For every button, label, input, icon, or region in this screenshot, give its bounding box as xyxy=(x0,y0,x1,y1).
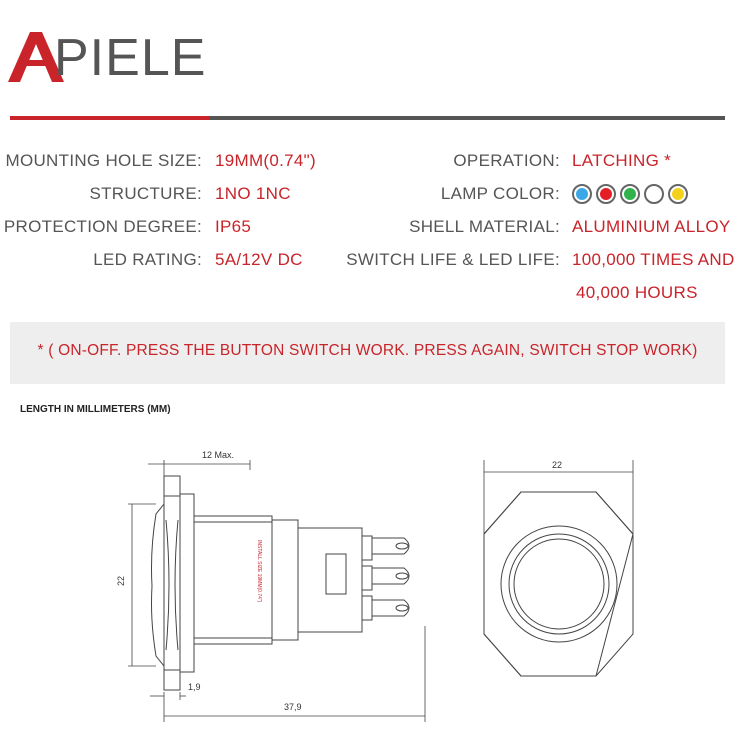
spec-label-lamp-color: LAMP COLOR: xyxy=(440,184,560,203)
spec-label-life: SWITCH LIFE & LED LIFE: xyxy=(346,250,560,269)
drawing-title: LENGTH IN MILLIMETERS (MM) xyxy=(20,404,171,415)
spec-value-operation: LATCHING * xyxy=(572,151,672,170)
spec-label-led-rating: LED RATING: xyxy=(93,250,202,269)
flange-shape xyxy=(164,476,180,690)
bezel-ring-front-shape xyxy=(501,526,617,642)
dim-width-label: 22 xyxy=(552,460,563,470)
spec-label-operation: OPERATION: xyxy=(453,151,560,170)
spec-value-life-hours: 40,000 HOURS xyxy=(576,283,698,302)
header-rule-accent xyxy=(10,116,210,120)
lamp-color-swatches xyxy=(572,183,742,205)
rear-housing-shape xyxy=(272,520,298,640)
dimension-drawing xyxy=(0,430,750,740)
spec-value-mounting-hole: 19MM(0.74") xyxy=(215,151,316,170)
spec-value-shell-material: ALUMINIUM ALLOY xyxy=(572,217,731,236)
spec-value-protection: IP65 xyxy=(215,217,252,236)
spec-label-mounting-hole: MOUNTING HOLE SIZE: xyxy=(5,151,202,170)
lamp-color-blue-swatch xyxy=(572,184,592,204)
dim-flange-label: 1,9 xyxy=(188,682,201,692)
hex-nut-front-shape xyxy=(484,492,633,676)
lamp-color-red-swatch xyxy=(596,184,616,204)
spec-value-structure: 1NO 1NC xyxy=(215,184,291,203)
brand-logo xyxy=(8,26,208,86)
nut-shape xyxy=(180,494,194,672)
spec-label-shell-material: SHELL MATERIAL: xyxy=(409,217,560,236)
button-front-shape xyxy=(514,539,604,629)
brand-name: PIELE xyxy=(54,29,207,87)
spec-value-life: 100,000 TIMES AND xyxy=(572,250,735,269)
operation-note-panel xyxy=(10,322,725,384)
lamp-color-yellow-swatch xyxy=(668,184,688,204)
header-rule xyxy=(210,116,725,120)
spec-value-led-rating: 5A/12V DC xyxy=(215,250,303,269)
terminal-shape xyxy=(362,536,372,560)
dim-height-label: 22 xyxy=(116,575,126,586)
lamp-color-white-swatch xyxy=(644,184,664,204)
install-size-label: INSTALL SIZE 19MM(0.74") xyxy=(256,540,262,603)
spec-label-protection: PROTECTION DEGREE: xyxy=(3,217,202,236)
dim-length-label: 37,9 xyxy=(284,702,302,712)
lamp-color-green-swatch xyxy=(620,184,640,204)
spec-label-structure: STRUCTURE: xyxy=(89,184,202,203)
operation-note-text: * ( ON-OFF. PRESS THE BUTTON SWITCH WORK. PRESS AGAIN, SWITCH STOP WORK) xyxy=(37,342,698,359)
dim-max-label: 12 Max. xyxy=(202,450,235,460)
button-cap-shape xyxy=(152,504,165,666)
